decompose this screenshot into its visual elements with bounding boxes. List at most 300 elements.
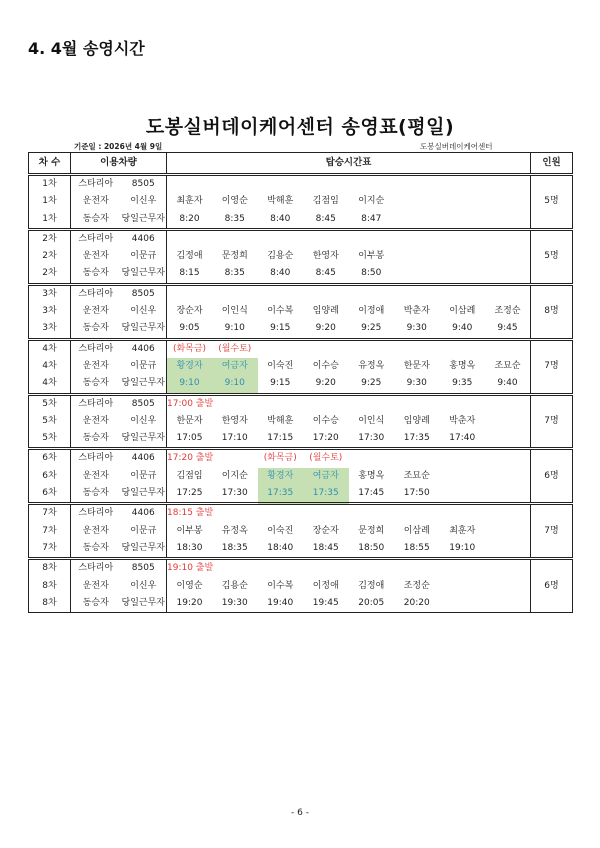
boarding-time: 9:40 (497, 378, 518, 389)
note: 18:15 출발 (167, 504, 213, 523)
role-label: 동승자 (82, 542, 109, 553)
note (440, 559, 486, 578)
schedule-row (29, 339, 573, 358)
note (485, 504, 531, 523)
passenger-name (485, 523, 531, 540)
boarding-time: 17:45 (358, 488, 385, 499)
passenger-name: 이수승 (312, 360, 339, 371)
passenger-name: 이지순 (221, 470, 248, 481)
note (485, 339, 531, 358)
passenger-count: 6명 (531, 449, 573, 504)
passenger-name: 문정희 (221, 251, 248, 262)
schedule-row (29, 175, 573, 194)
boarding-time: 19:20 (176, 597, 203, 608)
note (394, 339, 440, 358)
boarding-time: 9:15 (270, 378, 291, 389)
note (167, 229, 213, 248)
staff-name: 당일근무자 (121, 485, 167, 504)
passenger-name (485, 413, 531, 430)
boarding-time: 9:20 (315, 323, 336, 334)
vehicle-number: 4406 (121, 229, 167, 248)
boarding-time: 18:35 (221, 542, 248, 553)
passenger-name: 유정옥 (358, 360, 385, 371)
round-label: 7차 (29, 504, 71, 523)
round-label: 2차 (29, 265, 71, 284)
schedule-row (29, 485, 573, 504)
staff-name: 당일근무자 (121, 211, 167, 230)
round-label: 4차 (29, 339, 71, 358)
role-label: 운전자 (82, 415, 109, 426)
boarding-time: 17:50 (403, 488, 430, 499)
round-label: 3차 (29, 320, 71, 339)
passenger-name: 임양례 (312, 306, 339, 317)
passenger-name: 이정애 (312, 580, 339, 591)
boarding-time: 8:35 (224, 268, 245, 279)
note (349, 284, 395, 303)
schedule-row (29, 468, 573, 485)
note (394, 284, 440, 303)
boarding-time: 17:35 (403, 433, 430, 444)
passenger-name: 이지순 (358, 196, 385, 207)
passenger-count: 7명 (531, 394, 573, 449)
round-label: 6차 (29, 449, 71, 468)
boarding-time: 18:45 (312, 542, 339, 553)
note (485, 284, 531, 303)
passenger-name: 여금자 (303, 468, 349, 485)
note (303, 284, 349, 303)
vehicle-model: 스타리아 (71, 394, 121, 413)
note (303, 175, 349, 194)
vehicle-model: 스타리아 (71, 175, 121, 194)
boarding-time: 18:40 (267, 542, 294, 553)
passenger-count: 5명 (531, 229, 573, 284)
passenger-name: 최훈자 (176, 196, 203, 207)
boarding-time: 18:30 (176, 542, 203, 553)
boarding-time: 17:35 (303, 485, 349, 504)
passenger-name: 이수복 (267, 580, 294, 591)
passenger-name: 유정옥 (221, 525, 248, 536)
boarding-time: 17:35 (258, 485, 304, 504)
note (394, 229, 440, 248)
schedule-row (29, 578, 573, 595)
role-label: 동승자 (82, 268, 109, 279)
boarding-time: 19:10 (449, 542, 476, 553)
passenger-name: 장순자 (176, 306, 203, 317)
note (440, 339, 486, 358)
passenger-name (440, 468, 486, 485)
note (212, 284, 258, 303)
round-label: 8차 (29, 559, 71, 578)
passenger-name: 문정희 (358, 525, 385, 536)
boarding-time: 8:45 (315, 213, 336, 224)
passenger-name: 이영순 (176, 580, 203, 591)
round-label: 4차 (29, 358, 71, 375)
note (258, 229, 304, 248)
passenger-name: 김점임 (312, 196, 339, 207)
note (440, 449, 486, 468)
boarding-time: 9:15 (270, 323, 291, 334)
vehicle-number: 4406 (121, 504, 167, 523)
role-label: 동승자 (82, 323, 109, 334)
boarding-time: 8:15 (179, 268, 200, 279)
round-label: 3차 (29, 284, 71, 303)
boarding-time: 9:45 (497, 323, 518, 334)
schedule-row (29, 430, 573, 449)
role-label: 운전자 (82, 580, 109, 591)
note (485, 394, 531, 413)
note (258, 175, 304, 194)
note (440, 175, 486, 194)
boarding-time: 17:20 (312, 433, 339, 444)
round-label: 6차 (29, 485, 71, 504)
round-label: 2차 (29, 229, 71, 248)
note (167, 284, 213, 303)
header-row (29, 153, 573, 175)
note: (월수토) (303, 449, 349, 468)
round-label: 1차 (29, 211, 71, 230)
role-label: 동승자 (82, 597, 109, 608)
schedule-row (29, 559, 573, 578)
staff-name: 이문규 (121, 468, 167, 485)
note (349, 229, 395, 248)
role-label: 운전자 (82, 251, 109, 262)
note (440, 229, 486, 248)
boarding-time (440, 595, 486, 613)
schedule-row (29, 523, 573, 540)
note: (화목금) (258, 449, 304, 468)
note (212, 504, 258, 523)
passenger-name: 이영순 (221, 196, 248, 207)
header-count: 인원 (531, 153, 573, 175)
schedule-row (29, 193, 573, 210)
note: (화목금) (167, 339, 213, 358)
note (212, 175, 258, 194)
passenger-count: 5명 (531, 175, 573, 230)
passenger-name: 장순자 (312, 525, 339, 536)
note (258, 559, 304, 578)
schedule-row (29, 394, 573, 413)
boarding-time: 9:30 (406, 323, 427, 334)
passenger-name: 김정애 (358, 580, 385, 591)
boarding-time: 8:40 (270, 268, 291, 279)
boarding-time (485, 595, 531, 613)
passenger-name: 한영자 (312, 251, 339, 262)
passenger-name: 조정순 (403, 580, 430, 591)
passenger-count: 7명 (531, 339, 573, 394)
role-label: 동승자 (82, 378, 109, 389)
boarding-time: 20:05 (358, 597, 385, 608)
note (440, 284, 486, 303)
header-vehicle: 이용차량 (71, 153, 167, 175)
passenger-name: 박춘자 (449, 415, 476, 426)
vehicle-number: 8505 (121, 175, 167, 194)
boarding-time: 9:10 (167, 375, 213, 394)
note (303, 229, 349, 248)
staff-name: 당일근무자 (121, 430, 167, 449)
document-title: 도봉실버데이케어센터 송영표(평일) (145, 116, 455, 138)
round-label: 5차 (29, 394, 71, 413)
round-label: 5차 (29, 430, 71, 449)
round-label: 5차 (29, 413, 71, 430)
schedule-body (29, 175, 573, 613)
schedule-row (29, 449, 573, 468)
note (258, 504, 304, 523)
boarding-time: 9:25 (361, 323, 382, 334)
round-label: 7차 (29, 540, 71, 559)
schedule-row (29, 248, 573, 265)
passenger-name: 조묘순 (403, 470, 430, 481)
boarding-time: 8:40 (270, 213, 291, 224)
passenger-name: 이인식 (221, 306, 248, 317)
note (258, 284, 304, 303)
staff-name: 당일근무자 (121, 375, 167, 394)
passenger-name: 이인식 (358, 415, 385, 426)
staff-name: 이신우 (121, 303, 167, 320)
staff-name: 이문규 (121, 248, 167, 265)
boarding-time: 17:15 (267, 433, 294, 444)
boarding-time: 19:30 (221, 597, 248, 608)
note (303, 339, 349, 358)
role-label: 동승자 (82, 433, 109, 444)
staff-name: 당일근무자 (121, 265, 167, 284)
passenger-name: 박춘자 (403, 306, 430, 317)
passenger-name: 조정순 (494, 306, 521, 317)
note (485, 559, 531, 578)
passenger-name: 김점임 (176, 470, 203, 481)
passenger-name (394, 248, 440, 265)
round-label: 8차 (29, 595, 71, 613)
note (440, 504, 486, 523)
boarding-time: 20:20 (403, 597, 430, 608)
boarding-time (485, 265, 531, 284)
boarding-time: 17:25 (176, 488, 203, 499)
note (349, 449, 395, 468)
schedule-row (29, 375, 573, 394)
boarding-time: 17:05 (176, 433, 203, 444)
passenger-name: 김용순 (221, 580, 248, 591)
passenger-name: 임양례 (403, 415, 430, 426)
boarding-time: 9:10 (212, 375, 258, 394)
boarding-time: 19:40 (267, 597, 294, 608)
note (167, 175, 213, 194)
passenger-name: 김정애 (176, 251, 203, 262)
role-label: 운전자 (82, 196, 109, 207)
boarding-time: 8:20 (179, 213, 200, 224)
vehicle-model: 스타리아 (71, 504, 121, 523)
note (394, 449, 440, 468)
boarding-time: 17:40 (449, 433, 476, 444)
standard-date: 기준일 : 2026년 4월 9일 (74, 142, 163, 151)
note (303, 559, 349, 578)
round-label: 7차 (29, 523, 71, 540)
boarding-time: 18:50 (358, 542, 385, 553)
schedule-row (29, 540, 573, 559)
round-label: 1차 (29, 175, 71, 194)
passenger-name: 이숙진 (267, 525, 294, 536)
boarding-time (394, 265, 440, 284)
schedule-row (29, 504, 573, 523)
passenger-name: 이숙진 (267, 360, 294, 371)
note (303, 504, 349, 523)
round-label: 6차 (29, 468, 71, 485)
note: 17:00 출발 (167, 394, 213, 413)
round-label: 1차 (29, 193, 71, 210)
passenger-name: 홍명옥 (358, 470, 385, 481)
boarding-time: 8:47 (361, 213, 382, 224)
passenger-name: 홍명옥 (449, 360, 476, 371)
note (303, 394, 349, 413)
section-title: 4. 4월 송영시간 (28, 39, 145, 58)
schedule-row (29, 595, 573, 613)
passenger-name: 한문자 (403, 360, 430, 371)
vehicle-model: 스타리아 (71, 339, 121, 358)
passenger-name (485, 248, 531, 265)
note (394, 504, 440, 523)
role-label: 운전자 (82, 360, 109, 371)
passenger-name (440, 578, 486, 595)
role-label: 동승자 (82, 213, 109, 224)
note (394, 175, 440, 194)
passenger-name: 한영자 (221, 415, 248, 426)
staff-name: 당일근무자 (121, 540, 167, 559)
passenger-name (485, 578, 531, 595)
vehicle-model: 스타리아 (71, 449, 121, 468)
vehicle-number: 8505 (121, 394, 167, 413)
passenger-name: 조묘순 (494, 360, 521, 371)
passenger-name: 황경자 (167, 358, 213, 375)
boarding-time (485, 211, 531, 230)
schedule-row (29, 229, 573, 248)
passenger-count: 7명 (531, 504, 573, 559)
vehicle-number: 8505 (121, 284, 167, 303)
passenger-name: 박해훈 (267, 415, 294, 426)
boarding-time: 9:25 (361, 378, 382, 389)
note (394, 394, 440, 413)
boarding-time: 9:35 (452, 378, 473, 389)
passenger-name: 이수복 (267, 306, 294, 317)
passenger-name: 이부봉 (358, 251, 385, 262)
passenger-name (485, 468, 531, 485)
vehicle-number: 8505 (121, 559, 167, 578)
boarding-time: 9:30 (406, 378, 427, 389)
note (349, 339, 395, 358)
staff-name: 이문규 (121, 358, 167, 375)
boarding-time: 9:20 (315, 378, 336, 389)
boarding-time (440, 265, 486, 284)
boarding-time (440, 485, 486, 504)
boarding-time (485, 430, 531, 449)
role-label: 운전자 (82, 525, 109, 536)
role-label: 동승자 (82, 488, 109, 499)
passenger-name (440, 193, 486, 210)
note (349, 504, 395, 523)
boarding-time: 17:10 (221, 433, 248, 444)
staff-name: 이신우 (121, 193, 167, 210)
staff-name: 이신우 (121, 578, 167, 595)
passenger-count: 6명 (531, 559, 573, 613)
passenger-name: 김용순 (267, 251, 294, 262)
note (212, 394, 258, 413)
center-name: 도봉실버데이케어센터 (420, 142, 493, 151)
note: 19:10 출발 (167, 559, 213, 578)
round-label: 3차 (29, 303, 71, 320)
passenger-name: 이삼례 (449, 306, 476, 317)
note (212, 229, 258, 248)
boarding-time: 18:55 (403, 542, 430, 553)
schedule-row (29, 413, 573, 430)
schedule-row (29, 358, 573, 375)
shuttle-schedule-table (28, 152, 573, 613)
note (212, 449, 258, 468)
boarding-time: 9:05 (179, 323, 200, 334)
staff-name: 이신우 (121, 413, 167, 430)
schedule-row (29, 284, 573, 303)
vehicle-number: 4406 (121, 339, 167, 358)
boarding-time: 9:10 (224, 323, 245, 334)
boarding-time: 17:30 (358, 433, 385, 444)
note: (월수토) (212, 339, 258, 358)
passenger-name (440, 248, 486, 265)
round-label: 8차 (29, 578, 71, 595)
note (349, 559, 395, 578)
boarding-time: 19:45 (312, 597, 339, 608)
round-label: 2차 (29, 248, 71, 265)
boarding-time: 8:45 (315, 268, 336, 279)
passenger-name: 여금자 (212, 358, 258, 375)
schedule-row (29, 265, 573, 284)
role-label: 운전자 (82, 470, 109, 481)
staff-name: 당일근무자 (121, 320, 167, 339)
note (349, 175, 395, 194)
boarding-time (485, 485, 531, 504)
passenger-name: 최훈자 (449, 525, 476, 536)
passenger-count: 8명 (531, 284, 573, 339)
page-number: - 6 - (291, 808, 309, 818)
role-label: 운전자 (82, 306, 109, 317)
passenger-name (485, 193, 531, 210)
note (349, 394, 395, 413)
note (485, 175, 531, 194)
schedule-row (29, 303, 573, 320)
passenger-name: 박해훈 (267, 196, 294, 207)
round-label: 4차 (29, 375, 71, 394)
passenger-name: 한문자 (176, 415, 203, 426)
boarding-time: 8:35 (224, 213, 245, 224)
boarding-time (394, 211, 440, 230)
note: 17:20 출발 (167, 449, 213, 468)
header-timetable: 탑승시간표 (167, 153, 531, 175)
boarding-time: 17:30 (221, 488, 248, 499)
boarding-time (485, 540, 531, 559)
note (440, 394, 486, 413)
passenger-name: 이삼례 (403, 525, 430, 536)
vehicle-model: 스타리아 (71, 284, 121, 303)
note (394, 559, 440, 578)
note (485, 449, 531, 468)
passenger-name: 황경자 (258, 468, 304, 485)
staff-name: 당일근무자 (121, 595, 167, 613)
boarding-time: 8:50 (361, 268, 382, 279)
header-round: 차 수 (29, 153, 71, 175)
note (258, 339, 304, 358)
passenger-name: 이수승 (312, 415, 339, 426)
passenger-name: 이부봉 (176, 525, 203, 536)
passenger-name (394, 193, 440, 210)
note (258, 394, 304, 413)
note (212, 559, 258, 578)
note (485, 229, 531, 248)
boarding-time: 9:40 (452, 323, 473, 334)
